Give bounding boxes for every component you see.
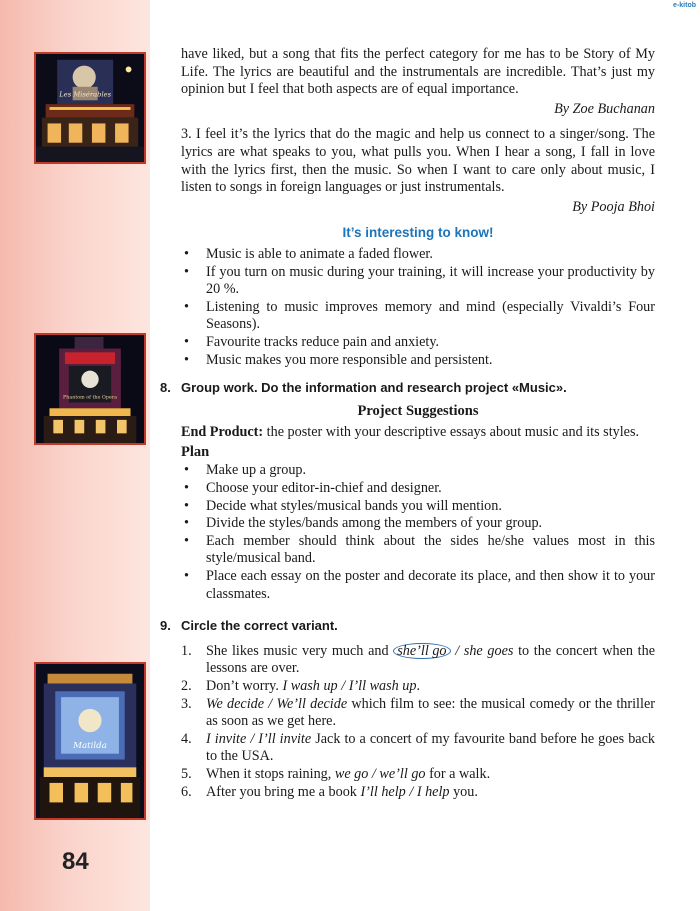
photo-bottom-title: Matilda [73,740,107,751]
exercise-text: for a walk. [425,765,491,782]
exercise-item [181,731,655,766]
end-product-label: End Product: [181,424,264,441]
project-suggestions-title: Project Suggestions [357,402,479,419]
exercise-text: She likes music very much and [206,642,394,659]
fact-item: • If you turn on music during your training, it will increase your productivity by 20 %. [181,264,655,299]
opinion-paragraph-2: have liked, but a song that fits the perfect category for me has to be Story of My Life. The lyrics are beautiful and the instrumentals are incredible. That’s just my opinion but I feel that both aspects are of equal importance. [181,46,655,98]
option-separator: / [368,765,380,782]
plan-list [181,462,655,603]
fact-item: • Music is able to animate a faded flower. [181,246,655,264]
plan-item: • Make up a group. [181,462,655,480]
exercise-option[interactable]: I’ll invite [258,730,312,747]
plan-item: • Place each essay on the poster and decorate its place, and then show it to your classmates. [181,568,655,603]
exercise-text: . [416,678,421,694]
plan-title: Plan [181,443,210,460]
exercise-text: After you bring me a book [206,783,361,800]
exercise-option[interactable]: I help [416,783,450,800]
photo-middle-title: Phantom of the Opera [63,395,117,401]
exercise-text: When it stops raining, [206,765,335,782]
exercise-option[interactable]: I invite [206,730,247,747]
exercise-item [181,696,655,731]
facts-list [181,246,655,369]
fact-item: • Favourite tracks reduce pain and anxiety. [181,334,655,352]
page-number: 84 [62,848,89,875]
theatre-photo-bottom [34,662,146,820]
signature-pooja: By Pooja Bhoi [572,198,655,215]
option-separator: / [264,695,277,712]
theatre-photo-middle [34,333,146,445]
theatre-photo-top-image [36,54,144,162]
opinion-paragraph-3: 3. I feel it’s the lyrics that do the magic and help us connect to a singer/song. The lyrics are what speaks to you, what pulls you. When I hear a song, I fall in love with the lyrics first, then the music. So when I want to care only about music, I listen to songs in foreign languages or just instrumentals. [181,126,655,196]
option-separator: / [450,642,464,659]
exercise-option[interactable]: I’ll help [360,783,406,800]
task-9-title: Circle the correct variant. [181,618,338,634]
exercise-option[interactable]: she goes [463,642,514,659]
end-product [181,424,655,442]
exercise-option[interactable]: I’ll wash up [348,678,417,694]
theatre-photo-top [34,52,146,164]
exercise-option[interactable]: we go [334,765,369,782]
exercise-number: 5. [181,765,192,782]
theatre-photo-middle-image [36,335,144,443]
exercise-text: to the concert when the lessons are over. [206,642,655,677]
task-9-heading [160,617,655,635]
fact-item: • Listening to music improves memory and mind (especially Vivaldi’s Four Seasons). [181,299,655,334]
facts-title: It’s interesting to know! [342,225,494,241]
exercise-list [181,643,655,801]
plan-item: • Each member should think about the sides he/she values most in this style/musical band. [181,533,655,568]
theatre-photo-bottom-image [36,664,144,818]
exercise-text: Jack to a concert of my favourite band before he goes back to the USA. [206,730,655,765]
exercise-option-circled[interactable]: she’ll go [393,643,450,659]
exercise-item [181,784,655,802]
exercise-number: 1. [181,642,192,659]
exercise-number: 4. [181,730,192,747]
exercise-item [181,678,655,696]
option-separator: / [337,678,349,694]
exercise-number: 6. [181,783,192,800]
plan-item: • Choose your editor-in-chief and designer. [181,480,655,498]
exercise-option[interactable]: we’ll go [379,765,426,782]
option-separator: / [246,730,259,747]
exercise-number: 2. [181,678,192,694]
task-8-title: Group work. Do the information and research project «Music». [181,380,567,396]
exercise-option[interactable]: I wash up [282,678,338,694]
photo-top-title: Les Misérables [59,90,112,99]
exercise-text: which film to see: the musical comedy or the thriller as soon as we get here. [206,695,655,730]
exercise-text: Don’t worry. [206,678,283,694]
task-8-heading [160,379,655,397]
publisher-logo: e-kitob [673,2,696,9]
signature-zoe: By Zoe Buchanan [554,100,655,117]
fact-item: • Music makes you more responsible and persistent. [181,352,655,370]
exercise-number: 3. [181,695,192,712]
task-8-number: 8. [160,380,171,396]
page-content [160,46,655,801]
task-9-number: 9. [160,618,171,634]
exercise-item [181,643,655,678]
exercise-item [181,766,655,784]
plan-item: • Divide the styles/bands among the members of your group. [181,515,655,533]
option-separator: / [405,783,417,800]
exercise-option[interactable]: We’ll decide [276,695,348,712]
exercise-text: you. [449,783,478,800]
end-product-text: the poster with your descriptive essays about music and its styles. [263,424,640,441]
exercise-option[interactable]: We decide [206,695,265,712]
plan-item: • Decide what styles/musical bands you will mention. [181,498,655,516]
